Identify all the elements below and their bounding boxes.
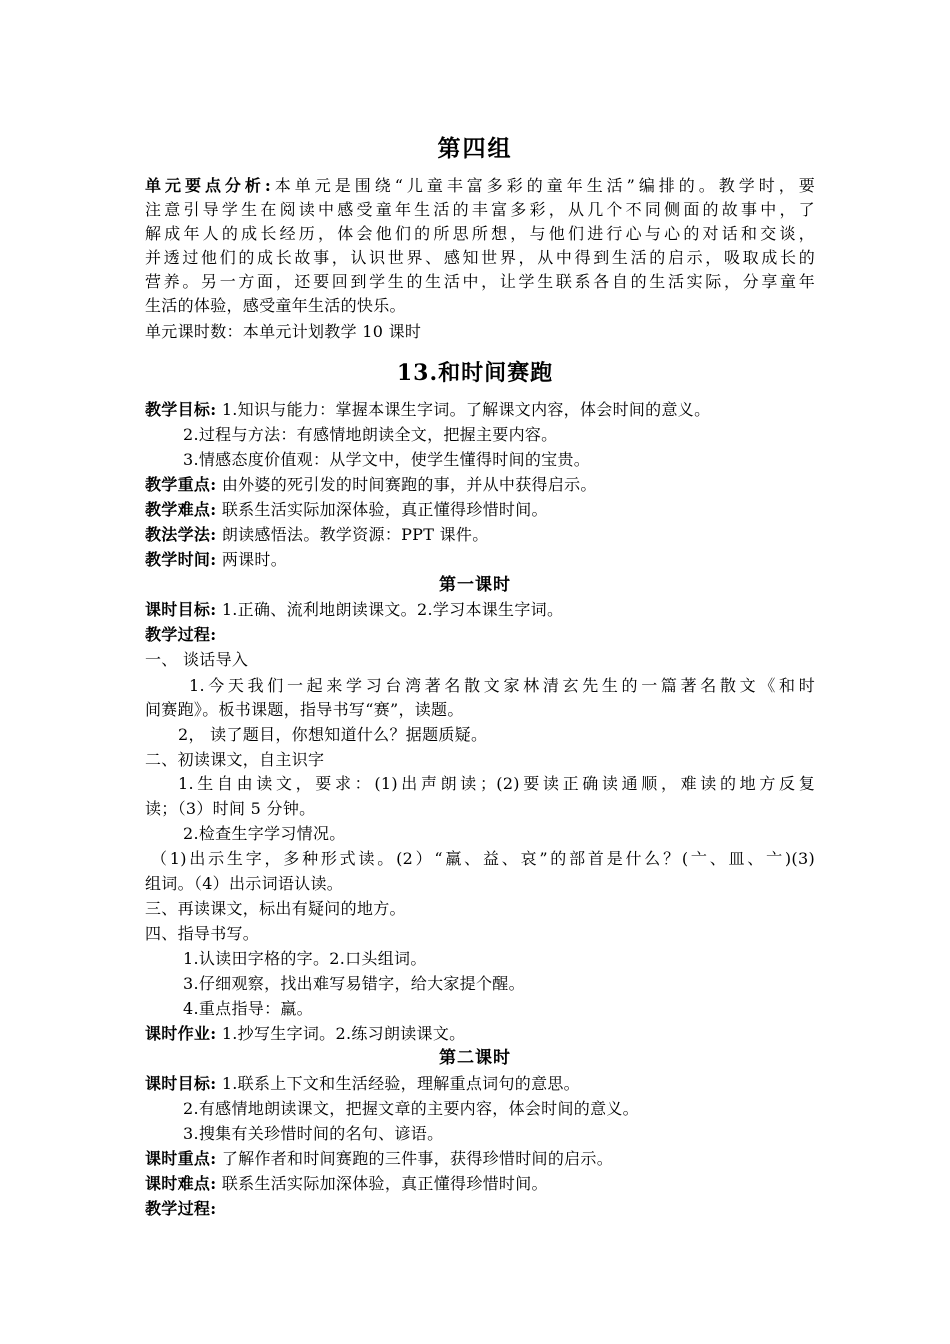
process-line: 2.检查生字学习情况。 bbox=[183, 824, 346, 843]
teaching-goal-2: 2.过程与方法：有感情地朗读全文，把握主要内容。 bbox=[183, 425, 558, 444]
teaching-goals: 教学目标: 1.知识与能力：掌握本课生字词。了解课文内容，体会时间的意义。 bbox=[145, 400, 711, 419]
process-step-1: 一、 谈话导入 bbox=[145, 650, 249, 669]
period-1-process-label: 教学过程: bbox=[145, 625, 217, 644]
teaching-goals-label: 教学目标: bbox=[145, 400, 217, 419]
unit-analysis-line-6: 生活的体验，感受童年生活的快乐。 bbox=[145, 296, 406, 315]
period-1-goal: 课时目标: 1.正确、流利地朗读课文。2.学习本课生字词。 bbox=[145, 600, 564, 619]
period-2-goal-1: 课时目标: 1.联系上下文和生活经验，理解重点词句的意思。 bbox=[145, 1074, 580, 1093]
process-line: 4.重点指导：羸。 bbox=[183, 999, 313, 1018]
process-line: 1.今天我们一起来学习台湾著名散文家林清玄先生的一篇著名散文《和时 bbox=[189, 676, 815, 695]
process-line: 读；（3）时间 5 分钟。 bbox=[145, 799, 316, 818]
period-1-homework: 课时作业: 1.抄写生字词。2.练习朗读课文。 bbox=[145, 1024, 466, 1043]
process-line: 组词。（4）出示词语认读。 bbox=[145, 874, 344, 893]
unit-hours: 单元课时数：本单元计划教学 10 课时 bbox=[145, 322, 422, 341]
process-step-4: 四、指导书写。 bbox=[145, 924, 260, 943]
process-line: 1.认读田字格的字。2.口头组词。 bbox=[183, 949, 427, 968]
teaching-goal-3: 3.情感态度价值观：从学文中，使学生懂得时间的宝贵。 bbox=[183, 450, 591, 469]
period-2-goal-2: 2.有感情地朗读课文，把握文章的主要内容，体会时间的意义。 bbox=[183, 1099, 639, 1118]
unit-analysis-label: 单元要点分析: bbox=[145, 176, 272, 195]
period-2-process-label: 教学过程: bbox=[145, 1199, 217, 1218]
process-line: 间赛跑》。板书课题，指导书写“赛”，读题。 bbox=[145, 700, 464, 719]
group-title: 第四组 bbox=[437, 135, 513, 162]
process-line: 1.生自由读文，要求：(1)出声朗读；(2)要读正确读通顺，难读的地方反复 bbox=[178, 774, 815, 793]
period-2-title: 第二课时 bbox=[439, 1048, 511, 1068]
teaching-focus: 教学重点: 由外婆的死引发的时间赛跑的事，并从中获得启示。 bbox=[145, 475, 597, 494]
teaching-methods: 教法学法: 朗读感悟法。教学资源：PPT 课件。 bbox=[145, 525, 489, 544]
process-step-2: 二、初读课文，自主识字 bbox=[145, 750, 325, 769]
period-2-focus: 课时重点: 了解作者和时间赛跑的三件事，获得珍惜时间的启示。 bbox=[145, 1149, 614, 1168]
unit-analysis-line-3: 解成年人的成长经历，体会他们的所思所想，与他们进行心与心的对话和交谈， bbox=[145, 224, 815, 243]
process-line: 2， 读了题目，你想知道什么？据题质疑。 bbox=[178, 725, 488, 744]
unit-analysis-line-5: 营养。另一方面，还要回到学生的生活中，让学生联系各自的生活实际，分享童年 bbox=[145, 272, 815, 291]
period-1-title: 第一课时 bbox=[439, 575, 511, 595]
process-line: （1)出示生字，多种形式读。(2）“羸、益、哀”的部首是什么？(亠、皿、亠)(3) bbox=[151, 849, 815, 868]
process-step-3: 三、再读课文，标出有疑问的地方。 bbox=[145, 899, 406, 918]
teaching-difficulty: 教学难点: 联系生活实际加深体验，真正懂得珍惜时间。 bbox=[145, 500, 548, 519]
period-2-goal-3: 3.搜集有关珍惜时间的名句、谚语。 bbox=[183, 1124, 444, 1143]
unit-analysis-line-4: 并透过他们的成长故事，认识世界、感知世界，从中得到生活的启示，吸取成长的 bbox=[145, 248, 815, 267]
process-line: 3.仔细观察，找出难写易错字，给大家提个醒。 bbox=[183, 974, 525, 993]
unit-analysis-line-1: 单元要点分析:本单元是围绕“儿童丰富多彩的童年生活”编排的。教学时，要 bbox=[145, 176, 815, 195]
unit-analysis-line-2: 注意引导学生在阅读中感受童年生活的丰富多彩，从几个不同侧面的故事中，了 bbox=[145, 200, 815, 219]
lesson-title: 13.和时间赛跑 bbox=[396, 360, 554, 386]
teaching-time: 教学时间: 两课时。 bbox=[145, 550, 288, 569]
period-2-difficulty: 课时难点: 联系生活实际加深体验，真正懂得珍惜时间。 bbox=[145, 1174, 548, 1193]
